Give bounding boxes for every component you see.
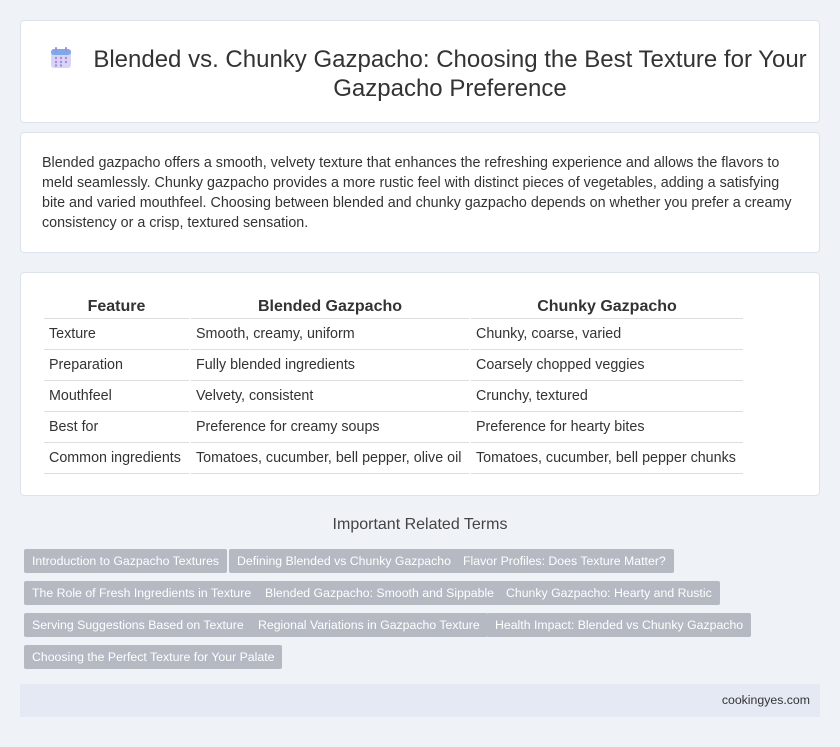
column-header: Feature bbox=[44, 296, 189, 319]
table-cell: Preparation bbox=[44, 350, 189, 381]
header-card bbox=[20, 20, 820, 123]
column-header: Chunky Gazpacho bbox=[471, 296, 743, 319]
related-term-tag[interactable]: Introduction to Gazpacho Textures bbox=[24, 549, 227, 573]
related-term-tag[interactable]: Serving Suggestions Based on Texture bbox=[24, 613, 252, 637]
table-header-row bbox=[44, 296, 743, 319]
table-cell: Coarsely chopped veggies bbox=[471, 350, 743, 381]
table-cell: Smooth, creamy, uniform bbox=[191, 319, 469, 350]
related-term-tag[interactable]: Blended Gazpacho: Smooth and Sippable bbox=[257, 581, 502, 605]
table-cell: Tomatoes, cucumber, bell pepper, olive oil bbox=[191, 443, 469, 474]
table-row bbox=[44, 350, 743, 381]
calendar-icon bbox=[49, 46, 73, 70]
related-term-tag[interactable]: Chunky Gazpacho: Hearty and Rustic bbox=[498, 581, 720, 605]
page-title: Blended vs. Chunky Gazpacho: Choosing the Best Texture for Your Gazpacho Preference bbox=[93, 46, 807, 102]
related-term-tag[interactable]: Flavor Profiles: Does Texture Matter? bbox=[455, 549, 674, 573]
table-cell: Common ingredients bbox=[44, 443, 189, 474]
table-row bbox=[44, 319, 743, 350]
related-term-tag[interactable]: Health Impact: Blended vs Chunky Gazpacho bbox=[487, 613, 751, 637]
related-term-tag[interactable]: The Role of Fresh Ingredients in Texture bbox=[24, 581, 259, 605]
table-cell: Velvety, consistent bbox=[191, 381, 469, 412]
footer bbox=[20, 684, 820, 717]
table-cell: Preference for hearty bites bbox=[471, 412, 743, 443]
intro-card bbox=[20, 132, 820, 253]
related-terms-heading: Important Related Terms bbox=[332, 516, 508, 533]
table-cell: Fully blended ingredients bbox=[191, 350, 469, 381]
intro-text: Blended gazpacho offers a smooth, velvety texture that enhances the refreshing experience and allows the flavors to meld seamlessly. Chunky gazpacho provides a more rustic feel with distinct pieces of vegetables, adding a satisfying bite and varied mouthfeel. Choosing between blended and chunky gazpacho depends on whether you prefer a creamy consistency or a crisp, textured sensation. bbox=[42, 155, 792, 231]
table-cell: Texture bbox=[44, 319, 189, 350]
table-row bbox=[44, 381, 743, 412]
table-cell: Preference for creamy soups bbox=[191, 412, 469, 443]
table-row bbox=[44, 443, 743, 474]
column-header: Blended Gazpacho bbox=[191, 296, 469, 319]
table-cell: Best for bbox=[44, 412, 189, 443]
related-term-tag[interactable]: Choosing the Perfect Texture for Your Palate bbox=[24, 645, 282, 669]
related-term-tag[interactable]: Regional Variations in Gazpacho Texture bbox=[250, 613, 488, 637]
table-cell: Crunchy, textured bbox=[471, 381, 743, 412]
table-row bbox=[44, 412, 743, 443]
related-term-tag[interactable]: Defining Blended vs Chunky Gazpacho bbox=[229, 549, 459, 573]
table-cell: Tomatoes, cucumber, bell pepper chunks bbox=[471, 443, 743, 474]
table-cell: Chunky, coarse, varied bbox=[471, 319, 743, 350]
footer-site-name: cookingyes.com bbox=[721, 693, 810, 707]
comparison-table-card bbox=[20, 272, 820, 496]
table-cell: Mouthfeel bbox=[44, 381, 189, 412]
comparison-table bbox=[42, 296, 745, 474]
